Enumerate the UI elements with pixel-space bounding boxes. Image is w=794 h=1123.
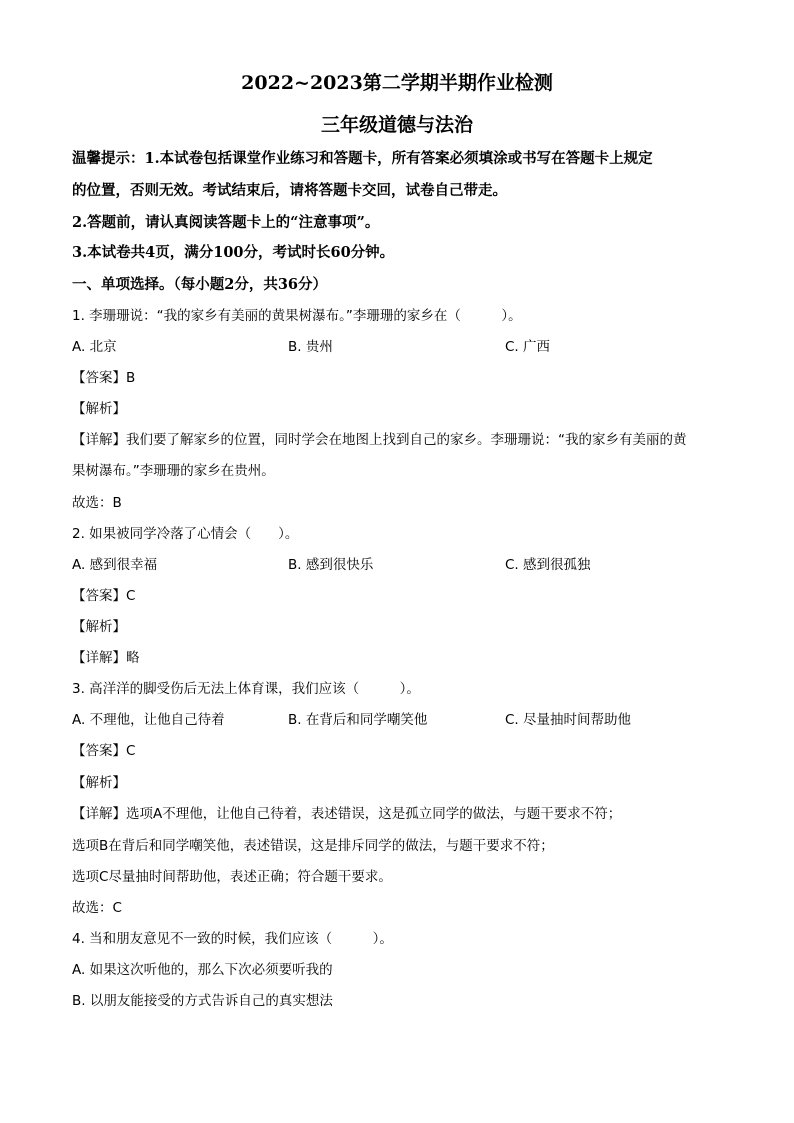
question-1-detail-line-1: 【详解】我们要了解家乡的位置，同时学会在地图上找到自己的家乡。李珊珊说：“我的家乡有美丽的黄: [72, 432, 687, 448]
question-1-option-c: C. 广西: [505, 339, 551, 355]
question-3-detail-line-1: 【详解】选项A不理他，让他自己待着，表述错误，这是孤立同学的做法，与题干要求不符；: [72, 806, 622, 822]
question-2-stem: 2. 如果被同学冷落了心情会（ ）。: [72, 526, 299, 542]
exam-title: 2022~2023第二学期半期作业检测: [241, 72, 553, 94]
question-1-answer: 【答案】B: [72, 370, 136, 386]
question-2-answer: 【答案】C: [72, 588, 136, 604]
question-3-answer: 【答案】C: [72, 743, 136, 759]
question-3-choice: 故选：C: [72, 900, 122, 916]
question-3-stem: 3. 高洋洋的脚受伤后无法上体育课，我们应该（ ）。: [72, 681, 420, 697]
question-3-option-c: C. 尽量抽时间帮助他: [505, 712, 632, 728]
question-3-options: [72, 710, 722, 730]
question-1-option-b: B. 贵州: [288, 339, 333, 355]
question-2-options: [72, 555, 722, 575]
question-3-analysis: 【解析】: [72, 775, 126, 791]
question-1-analysis: 【解析】: [72, 401, 126, 417]
notice-line-4: 3.本试卷共4页，满分100分，考试时长60分钟。: [72, 244, 395, 261]
question-1-stem: 1. 李珊珊说：“我的家乡有美丽的黄果树瀑布。”李珊珊的家乡在（ ）。: [72, 308, 522, 324]
question-1-detail-line-2: 果树瀑布。”李珊珊的家乡在贵州。: [72, 463, 275, 479]
question-1-options: [72, 337, 722, 357]
notice-line-2: 的位置，否则无效。考试结束后，请将答题卡交回，试卷自己带走。: [72, 182, 507, 199]
question-3-option-a: A. 不理他，让他自己待着: [72, 712, 225, 728]
question-3-detail-line-3: 选项C尽量抽时间帮助他，表述正确；符合题干要求。: [72, 869, 392, 885]
question-2-option-a: A. 感到很幸福: [72, 557, 158, 573]
notice-line-3: 2.答题前，请认真阅读答题卡上的“注意事项”。: [72, 214, 380, 231]
exam-subtitle: 三年级道德与法治: [320, 114, 473, 136]
question-1-option-a: A. 北京: [72, 339, 117, 355]
question-4-option-b: B. 以朋友能接受的方式告诉自己的真实想法: [72, 993, 333, 1009]
section-heading: 一、单项选择。（每小题2分，共36分）: [72, 276, 328, 293]
notice-line-1: 温馨提示：1.本试卷包括课堂作业练习和答题卡，所有答案必须填涂或书写在答题卡上规定: [72, 150, 653, 167]
question-3-detail-line-2: 选项B在背后和同学嘲笑他，表述错误，这是排斥同学的做法，与题干要求不符；: [72, 838, 554, 854]
question-4-option-a: A. 如果这次听他的，那么下次必须要听我的: [72, 962, 333, 978]
question-4-stem: 4. 当和朋友意见不一致的时候，我们应该（ ）。: [72, 931, 393, 947]
question-3-option-b: B. 在背后和同学嘲笑他: [288, 712, 428, 728]
question-2-analysis: 【解析】: [72, 619, 126, 635]
question-1-choice: 故选：B: [72, 495, 122, 511]
question-2-option-b: B. 感到很快乐: [288, 557, 374, 573]
question-2-option-c: C. 感到很孤独: [505, 557, 591, 573]
question-2-detail: 【详解】略: [72, 650, 140, 666]
